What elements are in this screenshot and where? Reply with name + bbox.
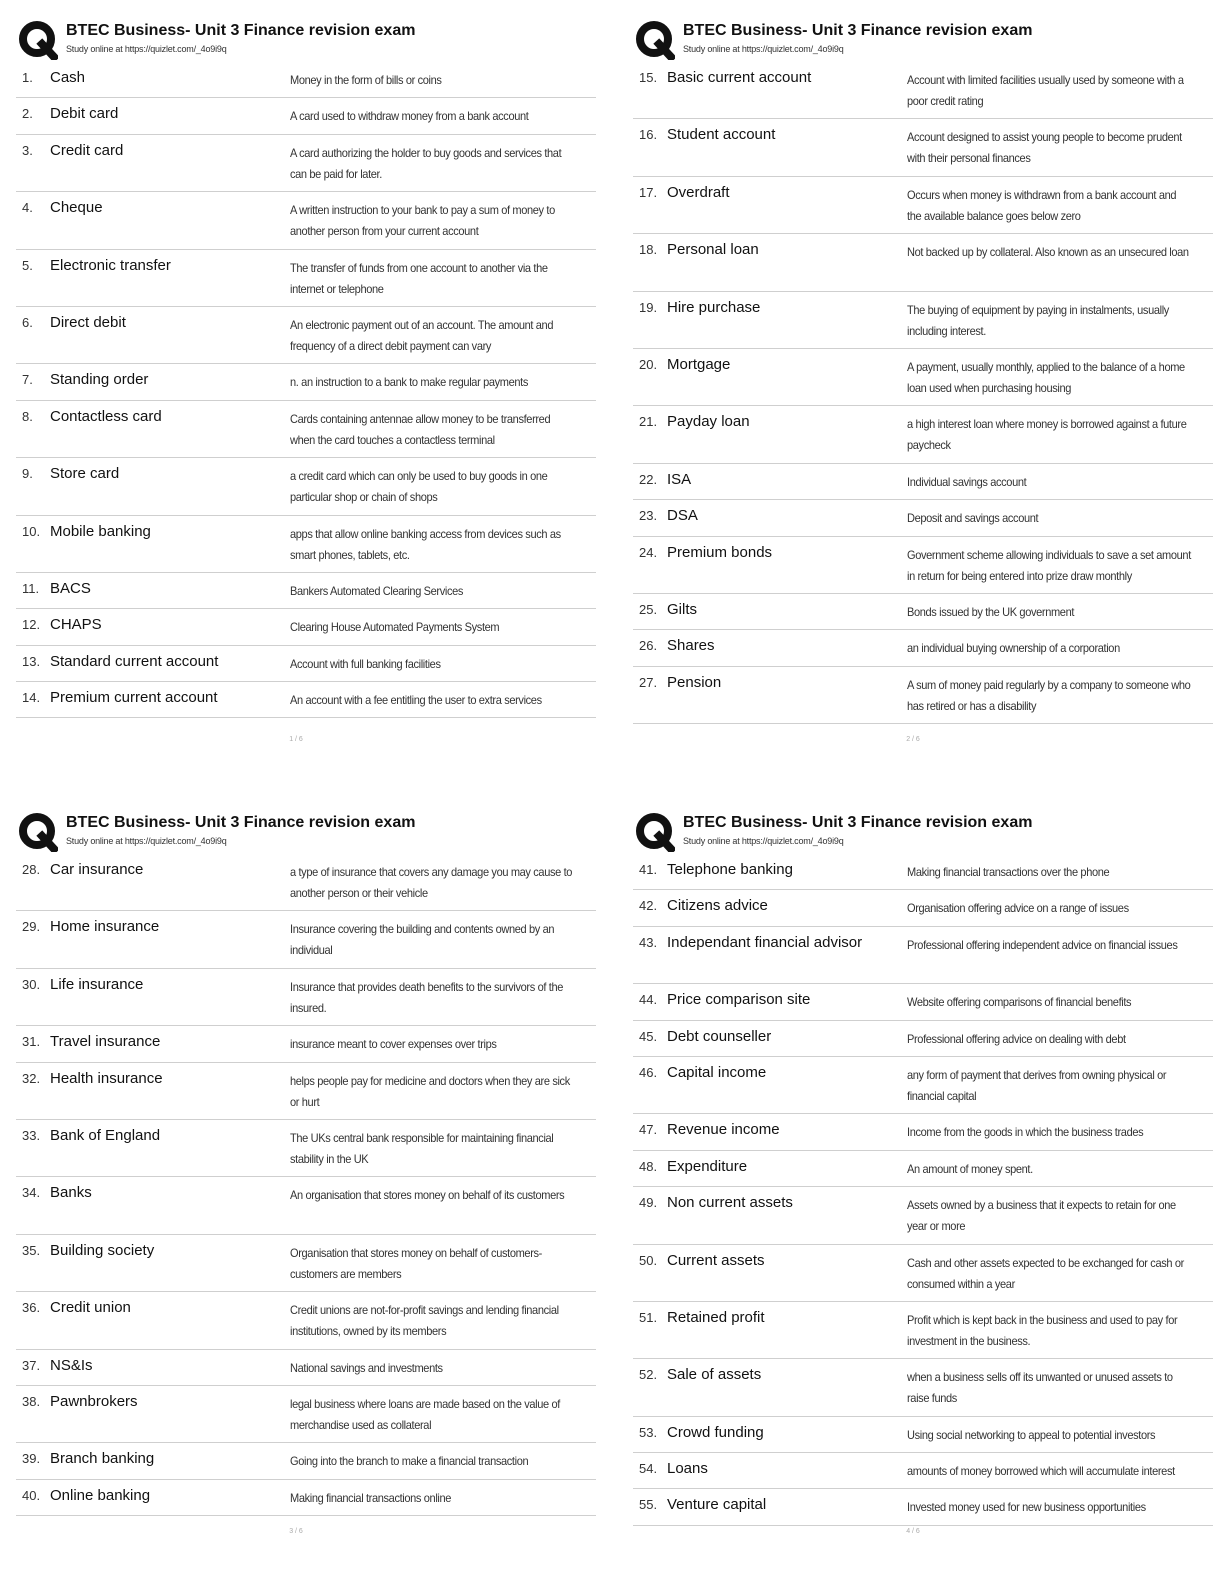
row-number: 1. (22, 70, 33, 85)
page-1 (16, 18, 596, 788)
definition-text: An account with a fee entitling the user to extra services (290, 693, 542, 708)
definition-text: a high interest loan where money is borrowed against a future paycheck (907, 417, 1187, 453)
term-text: Expenditure (667, 1157, 748, 1175)
page-4 (633, 810, 1213, 1580)
definition-text: Account designed to assist young people to become prudent with their personal finances (907, 130, 1182, 166)
row-number: 33. (22, 1127, 41, 1143)
row-number: 35. (22, 1242, 41, 1258)
definition-text: Account with full banking facilities (290, 656, 441, 671)
flashcard-row (16, 250, 596, 307)
definition-text: a type of insurance that covers any damage you may cause to another person or their vehicle (290, 865, 573, 900)
row-number: 24. (639, 544, 658, 560)
term-text: Non current assets (667, 1194, 793, 1212)
flashcard-row (633, 292, 1213, 349)
definition-text: Clearing House Automated Payments System (290, 620, 500, 635)
row-number: 15. (639, 70, 658, 85)
row-number: 19. (639, 299, 658, 315)
flashcard-row (16, 62, 596, 98)
row-number: 25. (639, 601, 658, 617)
page-number: 2 / 6 (906, 736, 920, 743)
row-number: 49. (639, 1195, 658, 1211)
definition-text: Cards containing antennae allow money to be transferred when the card touches a contactless terminal (290, 411, 551, 447)
flashcard-row (633, 537, 1213, 594)
flashcard-row (633, 984, 1213, 1020)
term-text: Contactless card (50, 407, 162, 425)
definition-text: A written instruction to your bank to pay a sum of money to another person from your current account (290, 203, 555, 239)
flashcard-row (16, 609, 596, 645)
row-number: 45. (639, 1028, 658, 1044)
study-online-link[interactable]: Study online at https://quizlet.com/_4o9i9q (683, 836, 844, 846)
flashcard-row (16, 854, 596, 911)
term-text: Basic current account (667, 69, 812, 86)
row-number: 48. (639, 1158, 658, 1174)
term-text: Retained profit (667, 1308, 765, 1326)
definition-text: amounts of money borrowed which will accumulate interest (907, 1464, 1175, 1479)
term-text: BACS (50, 579, 91, 597)
term-text: Debit card (50, 105, 119, 123)
page-header (16, 810, 596, 854)
flashcard-row (16, 1120, 596, 1177)
flashcard-list (633, 62, 1213, 724)
flashcard-row (633, 1245, 1213, 1302)
row-number: 52. (639, 1367, 658, 1383)
flashcard-row (16, 98, 596, 134)
term-text: Pawnbrokers (50, 1392, 138, 1410)
definition-text: apps that allow online banking access from devices such as smart phones, tablets, etc. (290, 526, 561, 562)
row-number: 16. (639, 127, 658, 143)
row-number: 5. (22, 257, 33, 273)
row-number: 17. (639, 184, 658, 200)
flashcard-row (16, 307, 596, 364)
definition-text: Organisation offering advice on a range of issues (907, 901, 1129, 916)
definition-text: Money in the form of bills or coins (290, 73, 442, 87)
flashcard-row (633, 1489, 1213, 1525)
flashcard-row (16, 192, 596, 249)
row-number: 18. (639, 242, 658, 258)
definition-text: Using social networking to appeal to potential investors (907, 1427, 1156, 1442)
row-number: 23. (639, 508, 658, 524)
term-text: Credit union (50, 1299, 131, 1317)
definition-text: A card used to withdraw money from a bank account (290, 109, 529, 124)
flashcard-row (633, 1057, 1213, 1114)
term-text: ISA (667, 470, 692, 488)
flashcard-row (16, 1292, 596, 1349)
term-text: Capital income (667, 1063, 767, 1081)
definition-text: A sum of money paid regularly by a company to someone who has retired or has a disability (907, 677, 1191, 713)
row-number: 44. (639, 992, 658, 1008)
row-number: 8. (22, 408, 33, 424)
definition-text: A payment, usually monthly, applied to the balance of a home loan used when purchasing housing (907, 359, 1185, 395)
flashcard-list (16, 854, 596, 1516)
term-text: Overdraft (667, 183, 730, 201)
flashcard-row (633, 594, 1213, 630)
row-number: 32. (22, 1070, 41, 1086)
definition-text: A card authorizing the holder to buy goods and services that can be paid for later. (290, 145, 562, 181)
term-text: Car insurance (50, 861, 144, 878)
definition-text: n. an instruction to a bank to make regular payments (290, 375, 528, 390)
term-text: Sale of assets (667, 1366, 762, 1384)
row-number: 20. (639, 356, 658, 372)
flashcard-row (16, 646, 596, 682)
flashcard-list (633, 854, 1213, 1526)
definition-text: legal business where loans are made based on the value of merchandise used as collateral (290, 1396, 560, 1432)
definition-text: any form of payment that derives from owning physical or financial capital (907, 1067, 1167, 1103)
page-number: 1 / 6 (289, 736, 303, 743)
flashcard-row (633, 927, 1213, 984)
definition-text: Bonds issued by the UK government (907, 604, 1075, 619)
row-number: 31. (22, 1034, 41, 1050)
flashcard-row (16, 1480, 596, 1516)
definition-text: An electronic payment out of an account. The amount and frequency of a direct debit payment can vary (290, 317, 554, 353)
definition-text: Income from the goods in which the business trades (907, 1125, 1144, 1140)
term-text: Home insurance (50, 918, 160, 936)
definition-text: Assets owned by a business that it expects to retain for one year or more (907, 1198, 1176, 1234)
definition-text: Organisation that stores money on behalf of customers- customers are members (290, 1245, 542, 1281)
flashcard-row (633, 1359, 1213, 1416)
row-number: 11. (22, 580, 40, 596)
flashcard-row (16, 1177, 596, 1234)
flashcard-row (16, 516, 596, 573)
definition-text: Not backed up by collateral. Also known as an unsecured loan (907, 245, 1189, 260)
row-number: 55. (639, 1497, 658, 1513)
row-number: 4. (22, 200, 33, 216)
row-number: 10. (22, 523, 41, 539)
definition-text: helps people pay for medicine and doctors when they are sick or hurt (290, 1073, 570, 1109)
flashcard-row (633, 667, 1213, 724)
row-number: 2. (22, 106, 33, 122)
row-number: 6. (22, 314, 33, 330)
term-text: Premium bonds (667, 543, 773, 561)
definition-text: Insurance covering the building and contents owned by an individual (290, 922, 555, 958)
page-2 (633, 18, 1213, 788)
term-text: CHAPS (50, 616, 102, 634)
row-number: 47. (639, 1122, 658, 1138)
flashcard-row (633, 1021, 1213, 1057)
flashcard-row (633, 406, 1213, 463)
flashcard-list (16, 62, 596, 718)
row-number: 36. (22, 1300, 41, 1316)
study-online-link[interactable]: Study online at https://quizlet.com/_4o9i9q (66, 836, 227, 846)
term-text: Revenue income (667, 1121, 780, 1139)
term-text: Premium current account (50, 689, 218, 707)
term-text: Cash (50, 69, 86, 86)
flashcard-row (633, 500, 1213, 536)
flashcard-row (16, 1063, 596, 1120)
flashcard-row (633, 1417, 1213, 1453)
row-number: 28. (22, 862, 41, 877)
definition-text: Deposit and savings account (907, 511, 1039, 526)
term-text: Travel insurance (50, 1033, 161, 1051)
page-header (633, 810, 1213, 854)
term-text: Online banking (50, 1486, 151, 1504)
definition-text: Occurs when money is withdrawn from a bank account and the available balance goes below zero (907, 187, 1177, 223)
definition-text: Bankers Automated Clearing Services (290, 583, 464, 598)
definition-text: Making financial transactions online (290, 1490, 452, 1505)
definition-text: Professional offering advice on dealing with debt (907, 1031, 1126, 1046)
term-text: Store card (50, 465, 120, 483)
term-text: Bank of England (50, 1126, 161, 1144)
quizlet-q-icon (635, 812, 675, 852)
term-text: Payday loan (667, 413, 750, 431)
definition-text: Individual savings account (907, 474, 1027, 489)
definition-text: Professional offering independent advice on financial issues (907, 937, 1178, 952)
definition-text: An organisation that stores money on behalf of its customers (290, 1188, 565, 1203)
term-text: Electronic transfer (50, 256, 171, 274)
flashcard-row (16, 458, 596, 515)
flashcard-row (16, 1026, 596, 1062)
term-text: Price comparison site (667, 991, 811, 1009)
row-number: 40. (22, 1487, 41, 1503)
flashcard-row (16, 911, 596, 968)
term-text: Crowd funding (667, 1423, 764, 1441)
page-number: 4 / 6 (906, 1528, 920, 1535)
definition-text: The UKs central bank responsible for maintaining financial stability in the UK (290, 1130, 554, 1166)
flashcard-row (633, 234, 1213, 291)
row-number: 50. (639, 1252, 658, 1268)
term-text: Standard current account (50, 652, 219, 670)
definition-text: when a business sells off its unwanted or unused assets to raise funds (907, 1370, 1173, 1406)
flashcard-row (16, 1350, 596, 1386)
definition-text: Website offering comparisons of financial benefits (907, 995, 1132, 1010)
study-online-link[interactable]: Study online at https://quizlet.com/_4o9i9q (683, 44, 844, 54)
definition-text: Cash and other assets expected to be exchanged for cash or consumed within a year (907, 1255, 1184, 1291)
term-text: Standing order (50, 371, 149, 389)
page-number: 3 / 6 (289, 1528, 303, 1535)
definition-text: Account with limited facilities usually used by someone with a poor credit rating (907, 73, 1184, 108)
term-text: Pension (667, 673, 722, 691)
flashcard-row (633, 1151, 1213, 1187)
definition-text: Making financial transactions over the phone (907, 865, 1110, 879)
term-text: Venture capital (667, 1496, 767, 1514)
row-number: 13. (22, 653, 41, 669)
term-text: Current assets (667, 1251, 765, 1269)
row-number: 29. (22, 919, 41, 935)
term-text: Student account (667, 126, 776, 144)
flashcard-row (633, 177, 1213, 234)
quizlet-q-icon (18, 20, 58, 60)
row-number: 3. (22, 142, 33, 158)
flashcard-row (633, 62, 1213, 119)
flashcard-row (633, 854, 1213, 890)
flashcard-row (633, 1114, 1213, 1150)
flashcard-row (633, 1302, 1213, 1359)
definition-text: an individual buying ownership of a corporation (907, 641, 1120, 656)
definition-text: Insurance that provides death benefits to the survivors of the insured. (290, 979, 563, 1015)
term-text: Gilts (667, 600, 697, 618)
row-number: 26. (639, 638, 658, 654)
page-header (633, 18, 1213, 62)
definition-text: Going into the branch to make a financial transaction (290, 1454, 529, 1469)
flashcard-row (633, 1187, 1213, 1244)
flashcard-row (16, 401, 596, 458)
definition-text: The transfer of funds from one account to another via the internet or telephone (290, 260, 548, 296)
term-text: Shares (667, 637, 715, 655)
row-number: 14. (22, 690, 41, 706)
definition-text: Profit which is kept back in the business and used to pay for investment in the business. (907, 1312, 1178, 1348)
term-text: Mobile banking (50, 522, 151, 540)
document-title: BTEC Business- Unit 3 Finance revision exam (66, 814, 416, 831)
term-text: Telephone banking (667, 861, 793, 878)
row-number: 22. (639, 471, 658, 487)
flashcard-row (633, 349, 1213, 406)
page-3 (16, 810, 596, 1580)
row-number: 12. (22, 617, 41, 633)
flashcard-row (16, 969, 596, 1026)
row-number: 21. (639, 414, 658, 430)
document-title: BTEC Business- Unit 3 Finance revision exam (66, 22, 416, 39)
row-number: 51. (639, 1309, 658, 1325)
flashcard-row (633, 630, 1213, 666)
row-number: 7. (22, 372, 33, 388)
definition-text: An amount of money spent. (907, 1161, 1033, 1176)
flashcard-row (16, 682, 596, 718)
definition-text: a credit card which can only be used to buy goods in one particular shop or chain of shops (290, 469, 548, 505)
definition-text: insurance meant to cover expenses over trips (290, 1037, 497, 1052)
term-text: Health insurance (50, 1069, 163, 1087)
flashcard-row (16, 1443, 596, 1479)
definition-text: The buying of equipment by paying in instalments, usually including interest. (907, 302, 1169, 338)
row-number: 30. (22, 976, 41, 992)
term-text: Mortgage (667, 355, 731, 373)
row-number: 27. (639, 674, 658, 690)
flashcard-row (16, 573, 596, 609)
term-text: Cheque (50, 199, 103, 217)
term-text: DSA (667, 507, 698, 525)
flashcard-row (633, 119, 1213, 176)
row-number: 42. (639, 898, 658, 914)
term-text: Credit card (50, 141, 124, 159)
document-title: BTEC Business- Unit 3 Finance revision exam (683, 814, 1033, 831)
row-number: 41. (639, 862, 658, 877)
term-text: Debt counseller (667, 1027, 772, 1045)
definition-text: Invested money used for new business opportunities (907, 1500, 1146, 1515)
term-text: Loans (667, 1460, 708, 1478)
term-text: NS&Is (50, 1356, 93, 1374)
term-text: Branch banking (50, 1450, 155, 1468)
definition-text: National savings and investments (290, 1360, 443, 1375)
term-text: Direct debit (50, 313, 126, 331)
term-text: Citizens advice (667, 897, 768, 915)
quizlet-q-icon (635, 20, 675, 60)
term-text: Banks (50, 1184, 92, 1202)
flashcard-row (16, 1235, 596, 1292)
term-text: Independant financial advisor (667, 933, 863, 951)
row-number: 37. (22, 1357, 41, 1373)
quizlet-q-icon (18, 812, 58, 852)
term-text: Hire purchase (667, 298, 761, 316)
page-header (16, 18, 596, 62)
study-online-link[interactable]: Study online at https://quizlet.com/_4o9i9q (66, 44, 227, 54)
term-text: Life insurance (50, 975, 144, 993)
term-text: Personal loan (667, 241, 759, 259)
row-number: 53. (639, 1424, 658, 1440)
row-number: 9. (22, 466, 33, 482)
flashcard-row (16, 135, 596, 192)
row-number: 46. (639, 1064, 658, 1080)
row-number: 54. (639, 1461, 658, 1477)
document-title: BTEC Business- Unit 3 Finance revision exam (683, 22, 1033, 39)
row-number: 39. (22, 1451, 41, 1467)
flashcard-row (633, 1453, 1213, 1489)
flashcard-row (633, 464, 1213, 500)
row-number: 43. (639, 934, 658, 950)
term-text: Building society (50, 1241, 155, 1259)
definition-text: Government scheme allowing individuals to save a set amount in return for being entered into prize draw monthly (907, 547, 1191, 583)
row-number: 34. (22, 1185, 41, 1201)
flashcard-row (633, 890, 1213, 926)
definition-text: Credit unions are not-for-profit savings and lending financial institutions, owned by its members (290, 1303, 559, 1339)
flashcard-row (16, 364, 596, 400)
flashcard-row (16, 1386, 596, 1443)
row-number: 38. (22, 1393, 41, 1409)
